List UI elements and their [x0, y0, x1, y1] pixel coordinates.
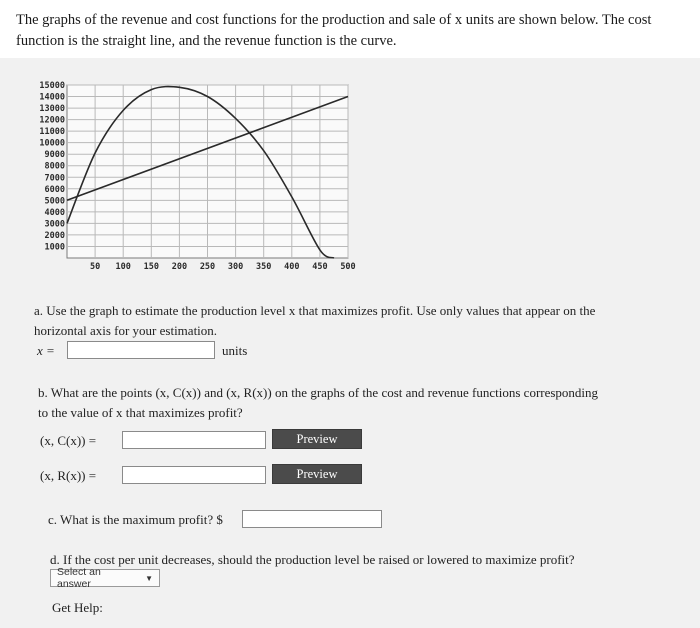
x-tick-label: 100 — [115, 262, 131, 272]
y-tick-label: 7000 — [44, 173, 65, 184]
question-a-line-2: horizontal axis for your estimation. — [34, 323, 218, 338]
y-tick-label: 14000 — [39, 92, 65, 103]
answer-select-label: Select an answer — [57, 566, 101, 590]
revenue-point-label: (x, R(x)) = — [40, 468, 97, 483]
question-panel — [0, 58, 700, 628]
question-a-var: x = — [37, 343, 55, 358]
x-tick-label: 500 — [340, 262, 356, 272]
intro-line-2: function is the straight line, and the revenue function is the curve. — [16, 33, 397, 49]
y-tick-label: 8000 — [44, 161, 65, 172]
x-tick-label: 300 — [227, 262, 244, 272]
units-label: units — [222, 343, 248, 358]
revenue-point-input[interactable] — [122, 466, 266, 484]
cost-revenue-chart — [0, 58, 700, 278]
y-tick-label: 1000 — [44, 242, 65, 253]
question-a-prefix: a. — [34, 303, 44, 318]
y-tick-label: 13000 — [39, 104, 65, 115]
max-profit-input[interactable] — [242, 510, 382, 528]
question-a-text — [34, 301, 595, 320]
y-tick-label: 4000 — [44, 207, 65, 218]
y-tick-label: 5000 — [44, 196, 65, 207]
question-a-line-1: Use the graph to estimate the production level x that maximizes profit. Use only values that appear on the — [46, 303, 596, 318]
y-tick-label: 12000 — [39, 115, 65, 126]
y-tick-label: 3000 — [44, 219, 65, 230]
question-c-prefix: c. — [48, 512, 58, 527]
y-tick-label: 15000 — [39, 81, 65, 91]
preview-button-cost[interactable]: Preview — [272, 429, 362, 449]
question-d-label: If the cost per unit decreases, should the production level be raised or lowered to maximize profit? — [63, 552, 575, 567]
question-b-text — [38, 383, 598, 402]
answer-select[interactable] — [50, 566, 160, 590]
x-value-input[interactable] — [67, 341, 215, 359]
question-b-line-1: What are the points (x, C(x)) and (x, R(x)) on the graphs of the cost and revenue functions corresponding — [50, 385, 599, 400]
x-tick-label: 250 — [199, 262, 216, 272]
y-tick-label: 2000 — [44, 230, 65, 241]
x-tick-label: 350 — [256, 262, 272, 272]
problem-intro — [16, 10, 696, 52]
cost-point-input[interactable] — [122, 431, 266, 449]
x-tick-label: 50 — [89, 262, 101, 272]
question-b-prefix: b. — [38, 385, 48, 400]
question-d-prefix: d. — [50, 552, 60, 567]
cost-point-label: (x, C(x)) = — [40, 433, 97, 448]
x-tick-label: 450 — [312, 262, 328, 272]
question-c-label: What is the maximum profit? $ — [60, 512, 223, 527]
x-tick-label: 150 — [143, 262, 159, 272]
get-help-label[interactable]: Get Help: — [52, 600, 103, 615]
caret-down-icon: ▼ — [145, 573, 153, 583]
question-c-text — [48, 510, 223, 529]
x-tick-label: 200 — [171, 262, 188, 272]
question-b-line-2: to the value of x that maximizes profit? — [38, 405, 243, 420]
preview-button-revenue[interactable]: Preview — [272, 464, 362, 484]
y-tick-label: 11000 — [39, 127, 65, 138]
y-tick-label: 6000 — [44, 184, 65, 195]
y-tick-label: 9000 — [44, 150, 65, 161]
x-tick-label: 400 — [284, 262, 300, 272]
y-tick-label: 10000 — [39, 138, 65, 149]
intro-line-1: The graphs of the revenue and cost functions for the production and sale of x units are shown below. The cost — [16, 12, 652, 28]
